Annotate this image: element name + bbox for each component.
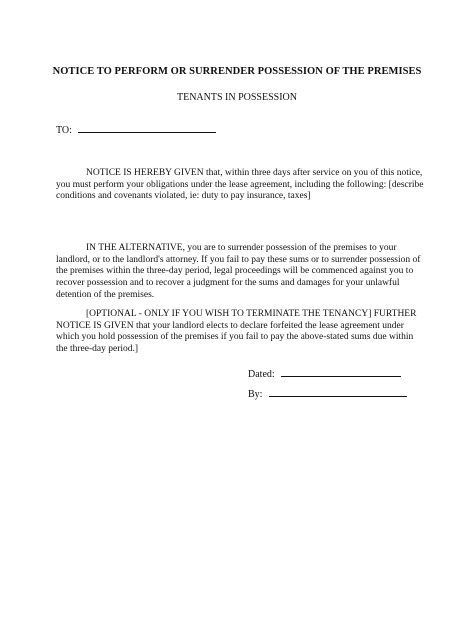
document-title: NOTICE TO PERFORM OR SURRENDER POSSESSION OF THE PREMISES (52, 66, 422, 77)
document-subtitle: TENANTS IN POSSESSION (176, 92, 297, 103)
notice-paragraph (56, 168, 426, 203)
by-label: By: (248, 389, 263, 400)
by-blank-line (269, 387, 407, 397)
dated-label: Dated: (248, 369, 275, 380)
to-blank-line (78, 123, 216, 133)
by-line (248, 387, 407, 400)
to-label: TO: (56, 125, 72, 136)
dated-blank-line (281, 367, 401, 377)
alternative-paragraph (56, 243, 426, 302)
to-line (56, 123, 216, 136)
optional-paragraph (56, 309, 426, 356)
dated-line (248, 367, 401, 380)
paragraph-text: NOTICE IS HEREBY GIVEN that, within three days after service on you of this notice, you must perform your obligations under the lease agreement, including the following: [describe conditions and covenants violated, ie: duty to pay insurance, taxes] (56, 168, 424, 202)
paragraph-text: [OPTIONAL - ONLY IF YOU WISH TO TERMINATE THE TENANCY] FURTHER NOTICE IS GIVEN that your landlord elects to declare forfeited the lease agreement under which you hold possession of the premises if you fail to pay the above-stated sums due within the three-day period.] (56, 309, 417, 355)
paragraph-text: IN THE ALTERNATIVE, you are to surrender possession of the premises to your landlord, or to the landlord's attorney. If you fail to pay these sums or to surrender possession of the premises within the three-day period, legal proceedings will be commenced against you to recover possession and to recover a judgment for the sums and damages for your unlawful detention of the premises. (56, 243, 421, 300)
